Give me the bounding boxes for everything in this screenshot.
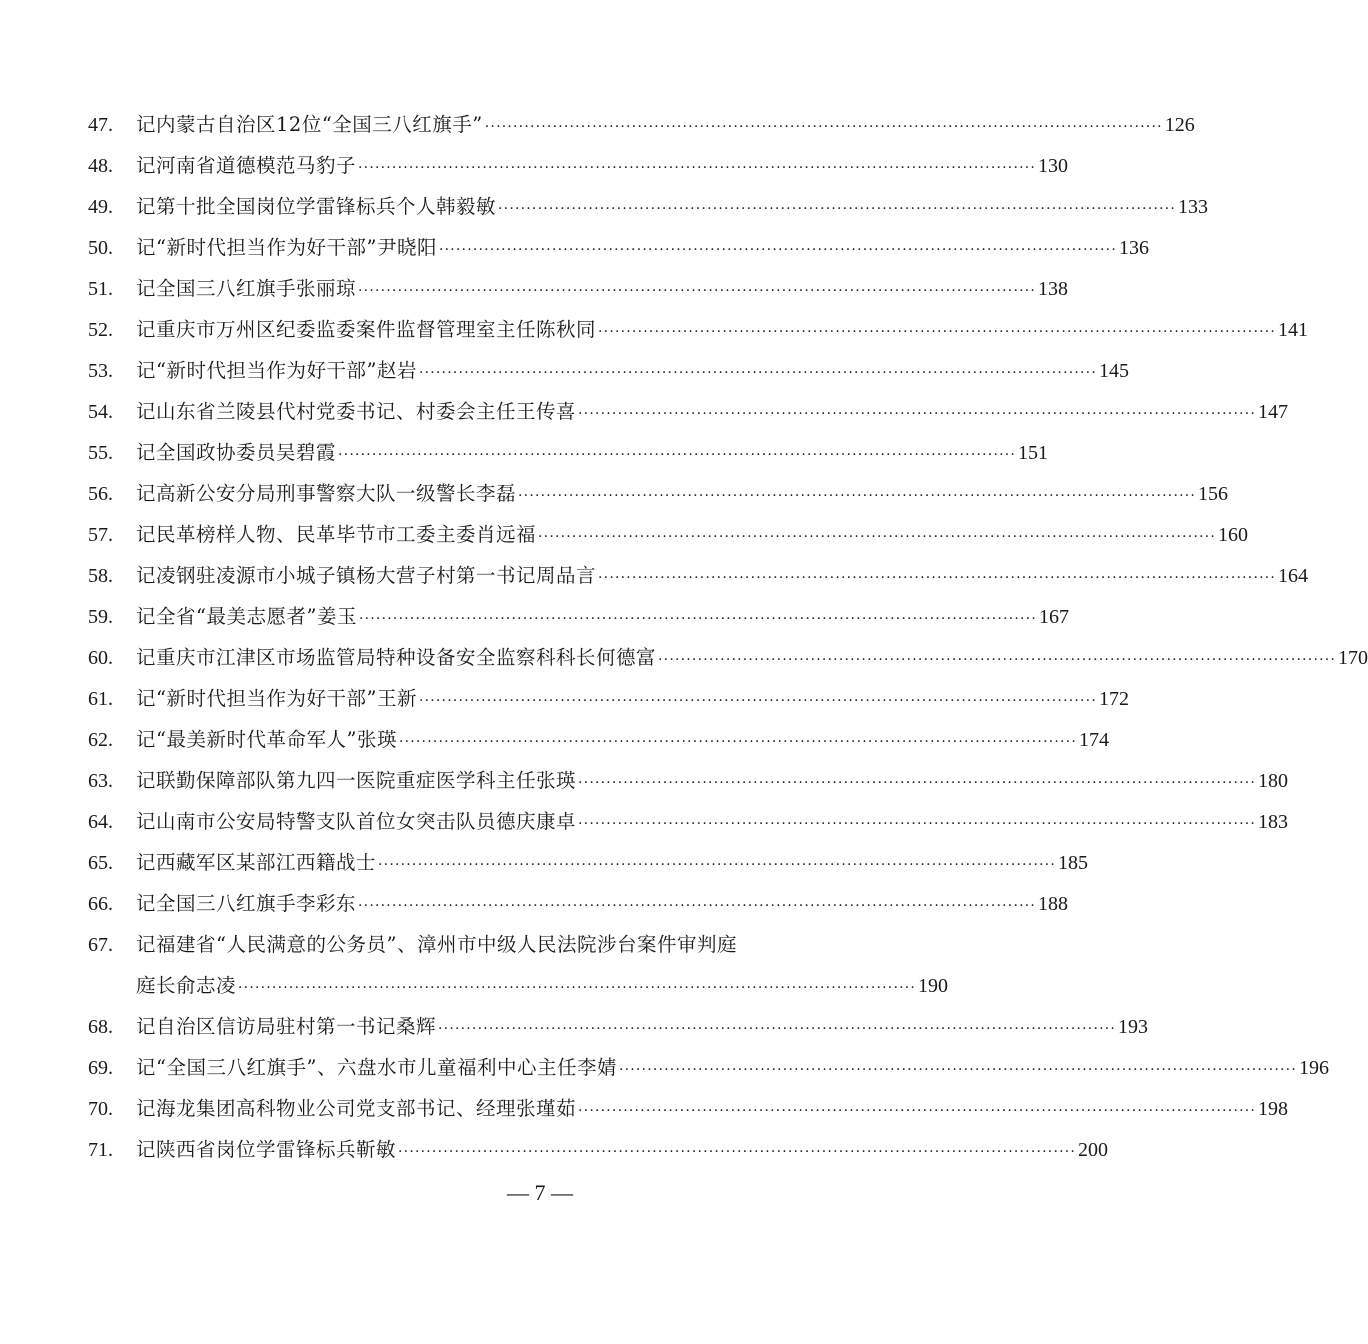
- leader-dots: ························································································································: [578, 816, 1257, 832]
- entry-title: 记河南省道德模范马豹子: [136, 154, 357, 177]
- entry-title: 记海龙集团高科物业公司党支部书记、经理张瑾茹: [136, 1097, 577, 1120]
- entry-page: 138: [1038, 278, 1069, 300]
- toc-entry-67[interactable]: [88, 924, 949, 1006]
- entry-number: 58.: [88, 565, 113, 587]
- entry-number: 51.: [88, 278, 113, 300]
- entry-page: 147: [1258, 401, 1289, 423]
- entry-title: 记高新公安分局刑事警察大队一级警长李磊: [136, 482, 517, 505]
- entry-page: 156: [1198, 483, 1229, 505]
- entry-title: 记第十批全国岗位学雷锋标兵个人韩毅敏: [136, 195, 497, 218]
- entry-number: 64.: [88, 811, 113, 833]
- leader-dots: ························································································································: [438, 1021, 1117, 1037]
- leader-dots: ························································································································: [484, 119, 1163, 135]
- entry-number: 65.: [88, 852, 113, 874]
- entry-number: 57.: [88, 524, 113, 546]
- entry-page: 145: [1098, 360, 1129, 382]
- toc-entry[interactable]: [88, 104, 1195, 145]
- toc-entry[interactable]: [88, 760, 1289, 801]
- entry-page: 185: [1058, 852, 1089, 874]
- entry-title: 记“新时代担当作为好干部”赵岩: [136, 359, 417, 382]
- entry-page: 160: [1218, 524, 1249, 546]
- entry-title: 记凌钢驻凌源市小城子镇杨大营子村第一书记周品言: [136, 564, 597, 587]
- entry-number: 61.: [88, 688, 113, 710]
- entry-title-continuation: 庭长俞志凌: [136, 974, 237, 997]
- entry-page: 167: [1038, 606, 1069, 628]
- leader-dots: ························································································································: [598, 324, 1277, 340]
- entry-page: 141: [1278, 319, 1309, 341]
- entry-number: 62.: [88, 729, 113, 751]
- entry-number: 68.: [88, 1016, 113, 1038]
- toc-entry[interactable]: [88, 514, 1249, 555]
- entry-title: 记全国政协委员吴碧霞: [136, 441, 337, 464]
- leader-dots: ························································································································: [358, 160, 1037, 176]
- entry-title: 记内蒙古自治区12位“全国三八红旗手”: [136, 113, 483, 136]
- entry-title: 记全国三八红旗手李彩东: [136, 892, 357, 915]
- leader-dots: ························································································································: [538, 529, 1217, 545]
- toc-list: [88, 104, 1368, 924]
- entry-page: 183: [1258, 811, 1289, 833]
- entry-number: 53.: [88, 360, 113, 382]
- entry-number: 52.: [88, 319, 113, 341]
- leader-dots: ························································································································: [358, 611, 1037, 627]
- entry-number: 69.: [88, 1057, 113, 1079]
- table-of-contents: [88, 104, 1368, 1170]
- leader-dots: ························································································································: [518, 488, 1197, 504]
- leader-dots: ························································································································: [238, 980, 917, 996]
- toc-entry[interactable]: [88, 842, 1089, 883]
- entry-page: 198: [1258, 1098, 1289, 1120]
- entry-page: 126: [1164, 114, 1195, 136]
- leader-dots: ························································································································: [418, 693, 1097, 709]
- leader-dots: ························································································································: [598, 570, 1277, 586]
- entry-page: 196: [1298, 1057, 1329, 1079]
- toc-entry[interactable]: [88, 637, 1368, 678]
- entry-title: 记全省“最美志愿者”姜玉: [136, 605, 357, 628]
- entry-number: 48.: [88, 155, 113, 177]
- entry-number: 56.: [88, 483, 113, 505]
- leader-dots: ························································································································: [378, 857, 1057, 873]
- toc-entry[interactable]: [88, 309, 1309, 350]
- toc-entry[interactable]: [88, 227, 1149, 268]
- leader-dots: ························································································································: [658, 652, 1337, 668]
- leader-dots: ························································································································: [498, 201, 1177, 217]
- entry-number: 63.: [88, 770, 113, 792]
- entry-title: 记“新时代担当作为好干部”王新: [136, 687, 417, 710]
- page-number: — 7 —: [507, 1180, 573, 1205]
- toc-entry[interactable]: [88, 801, 1289, 842]
- entry-title: 记山东省兰陵县代村党委书记、村委会主任王传喜: [136, 400, 577, 423]
- entry-number: 50.: [88, 237, 113, 259]
- entry-page: 133: [1178, 196, 1209, 218]
- toc-entry[interactable]: [88, 1088, 1289, 1129]
- entry-title: 记重庆市万州区纪委监委案件监督管理室主任陈秋同: [136, 318, 597, 341]
- entry-title: 记山南市公安局特警支队首位女突击队员德庆康卓: [136, 810, 577, 833]
- leader-dots: ························································································································: [398, 734, 1077, 750]
- toc-entry[interactable]: [88, 1047, 1329, 1088]
- entry-title: 记联勤保障部队第九四一医院重症医学科主任张瑛: [136, 769, 577, 792]
- entry-page: 180: [1258, 770, 1289, 792]
- toc-entry[interactable]: [88, 596, 1069, 637]
- entry-title: 记“全国三八红旗手”、六盘水市儿童福利中心主任李婧: [136, 1056, 617, 1079]
- entry-title: 记西藏军区某部江西籍战士: [136, 851, 377, 874]
- toc-entry[interactable]: [88, 268, 1069, 309]
- entry-title: 记民革榜样人物、民革毕节市工委主委肖远福: [136, 523, 537, 546]
- toc-entry[interactable]: [88, 1129, 1109, 1170]
- leader-dots: ························································································································: [578, 775, 1257, 791]
- entry-page: 164: [1278, 565, 1309, 587]
- leader-dots: ························································································································: [438, 242, 1117, 258]
- entry-title: 记“最美新时代革命军人”张瑛: [136, 728, 397, 751]
- entry-title: 记重庆市江津区市场监管局特种设备安全监察科科长何德富: [136, 646, 657, 669]
- entry-page: 172: [1098, 688, 1129, 710]
- toc-entry[interactable]: [88, 555, 1309, 596]
- entry-title: 记全国三八红旗手张丽琼: [136, 277, 357, 300]
- entry-page: 188: [1038, 893, 1069, 915]
- leader-dots: ························································································································: [338, 447, 1017, 463]
- leader-dots: ························································································································: [578, 406, 1257, 422]
- toc-entry[interactable]: [88, 1006, 1149, 1047]
- entry-page: 190: [918, 975, 949, 997]
- toc-entry[interactable]: [88, 883, 1069, 924]
- toc-entry[interactable]: [88, 432, 1049, 473]
- entry-page: 130: [1038, 155, 1069, 177]
- entry-page: 193: [1118, 1016, 1149, 1038]
- entry-number: 70.: [88, 1098, 113, 1120]
- entry-page: 136: [1118, 237, 1149, 259]
- entry-number: 49.: [88, 196, 113, 218]
- entry-number: 59.: [88, 606, 113, 628]
- entry-title: 记“新时代担当作为好干部”尹晓阳: [136, 236, 437, 259]
- entry-title: 记福建省“人民满意的公务员”、漳州市中级人民法院涉台案件审判庭: [136, 933, 737, 956]
- leader-dots: ························································································································: [418, 365, 1097, 381]
- entry-page: 174: [1078, 729, 1109, 751]
- entry-page: 200: [1078, 1139, 1109, 1161]
- entry-number: 54.: [88, 401, 113, 423]
- toc-entry[interactable]: [88, 473, 1229, 514]
- entry-page: 151: [1018, 442, 1049, 464]
- entry-number: 71.: [88, 1139, 113, 1161]
- leader-dots: ························································································································: [398, 1144, 1077, 1160]
- entry-number: 55.: [88, 442, 113, 464]
- leader-dots: ························································································································: [358, 283, 1037, 299]
- leader-dots: ························································································································: [618, 1062, 1297, 1078]
- entry-number: 67.: [88, 934, 113, 956]
- toc-entry[interactable]: [88, 719, 1109, 760]
- toc-entry[interactable]: [88, 186, 1209, 227]
- toc-entry[interactable]: [88, 678, 1129, 719]
- toc-entry[interactable]: [88, 350, 1129, 391]
- entry-title: 记陕西省岗位学雷锋标兵靳敏: [136, 1138, 397, 1161]
- entry-page: 170: [1338, 647, 1368, 669]
- toc-entry[interactable]: [88, 391, 1289, 432]
- entry-number: 60.: [88, 647, 113, 669]
- leader-dots: ························································································································: [358, 898, 1037, 914]
- toc-list: [88, 1006, 1329, 1170]
- entry-number: 66.: [88, 893, 113, 915]
- entry-title: 记自治区信访局驻村第一书记桑辉: [136, 1015, 437, 1038]
- leader-dots: ························································································································: [578, 1103, 1257, 1119]
- entry-number: 47.: [88, 114, 113, 136]
- toc-entry[interactable]: [88, 145, 1069, 186]
